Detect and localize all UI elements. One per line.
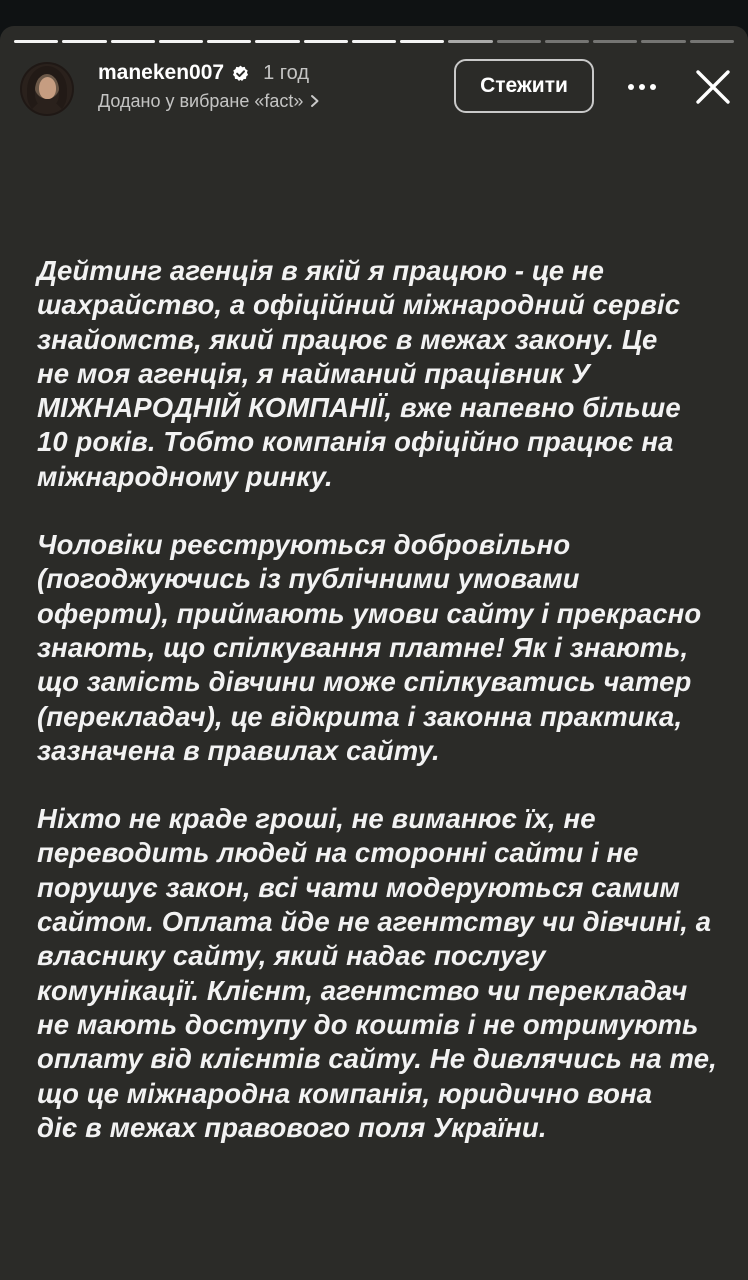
avatar[interactable] [20,62,74,116]
chevron-right-icon [309,94,321,108]
story-text [37,254,727,1179]
highlight-link[interactable] [98,88,321,114]
progress-segment [255,40,299,43]
paragraph-men: Чоловіки реєструються добровільно (погоджуючись із публічними умовами оферти), приймають умови сайту і прекрасно знають, що спілкування платне! Як і знають, що замість дівчини може спілкуватись чатер (перекладач), це відкрита і законна практика, зазначена в правилах сайту. [37,529,702,766]
user-line [98,58,321,88]
progress-segment [14,40,58,43]
progress-segment [545,40,589,43]
post-time: 1 год [263,61,309,84]
verified-badge-icon [232,65,249,82]
story-progress-bar [14,40,734,44]
paragraph-money: Ніхто не краде гроші, не виманює їх, не переводить людей на сторонні сайти і не порушує закон, всі чати модеруються самим сайтом. Оплата йде не агентству чи дівчині, а власнику сайту, який надає послугу комунікації. Клієнт, агентство чи перекладач не мають доступу до коштів і не отримують оплату від клієнтів сайту. Не дивлячись на те, що це міжнародна компанія, юридично вона діє в межах правового поля України. [37,803,717,1143]
progress-segment [448,40,492,43]
progress-segment [593,40,637,43]
progress-segment [159,40,203,43]
progress-segment [690,40,734,43]
follow-button[interactable]: Стежити [454,59,594,113]
story-viewer[interactable] [0,26,748,1280]
progress-segment [111,40,155,43]
avatar-face [39,77,56,99]
progress-segment [352,40,396,43]
username[interactable]: maneken007 [98,61,225,84]
progress-segment [304,40,348,43]
close-icon [695,69,731,105]
progress-segment [497,40,541,43]
progress-segment [62,40,106,43]
more-horizontal-icon [627,83,657,91]
progress-segment [207,40,251,43]
more-options-button[interactable] [618,70,666,104]
story-header [20,58,732,118]
progress-segment [400,40,444,43]
user-info [98,58,321,114]
close-button[interactable] [692,66,734,108]
paragraph-agency: Дейтинг агенція в якій я працюю - це не шахрайство, а офіційний міжнародний сервіс знайомств, який працює в межах закону. Це не моя агенція, я найманий працівник У МІЖНАРОДНІЙ КОМПАНІЇ, вже напевно більше 10 років. Тобто компанія офіційно працює на міжнародному ринку. [37,255,681,492]
progress-segment [641,40,685,43]
highlight-label: Додано у вибране «fact» [98,90,304,111]
